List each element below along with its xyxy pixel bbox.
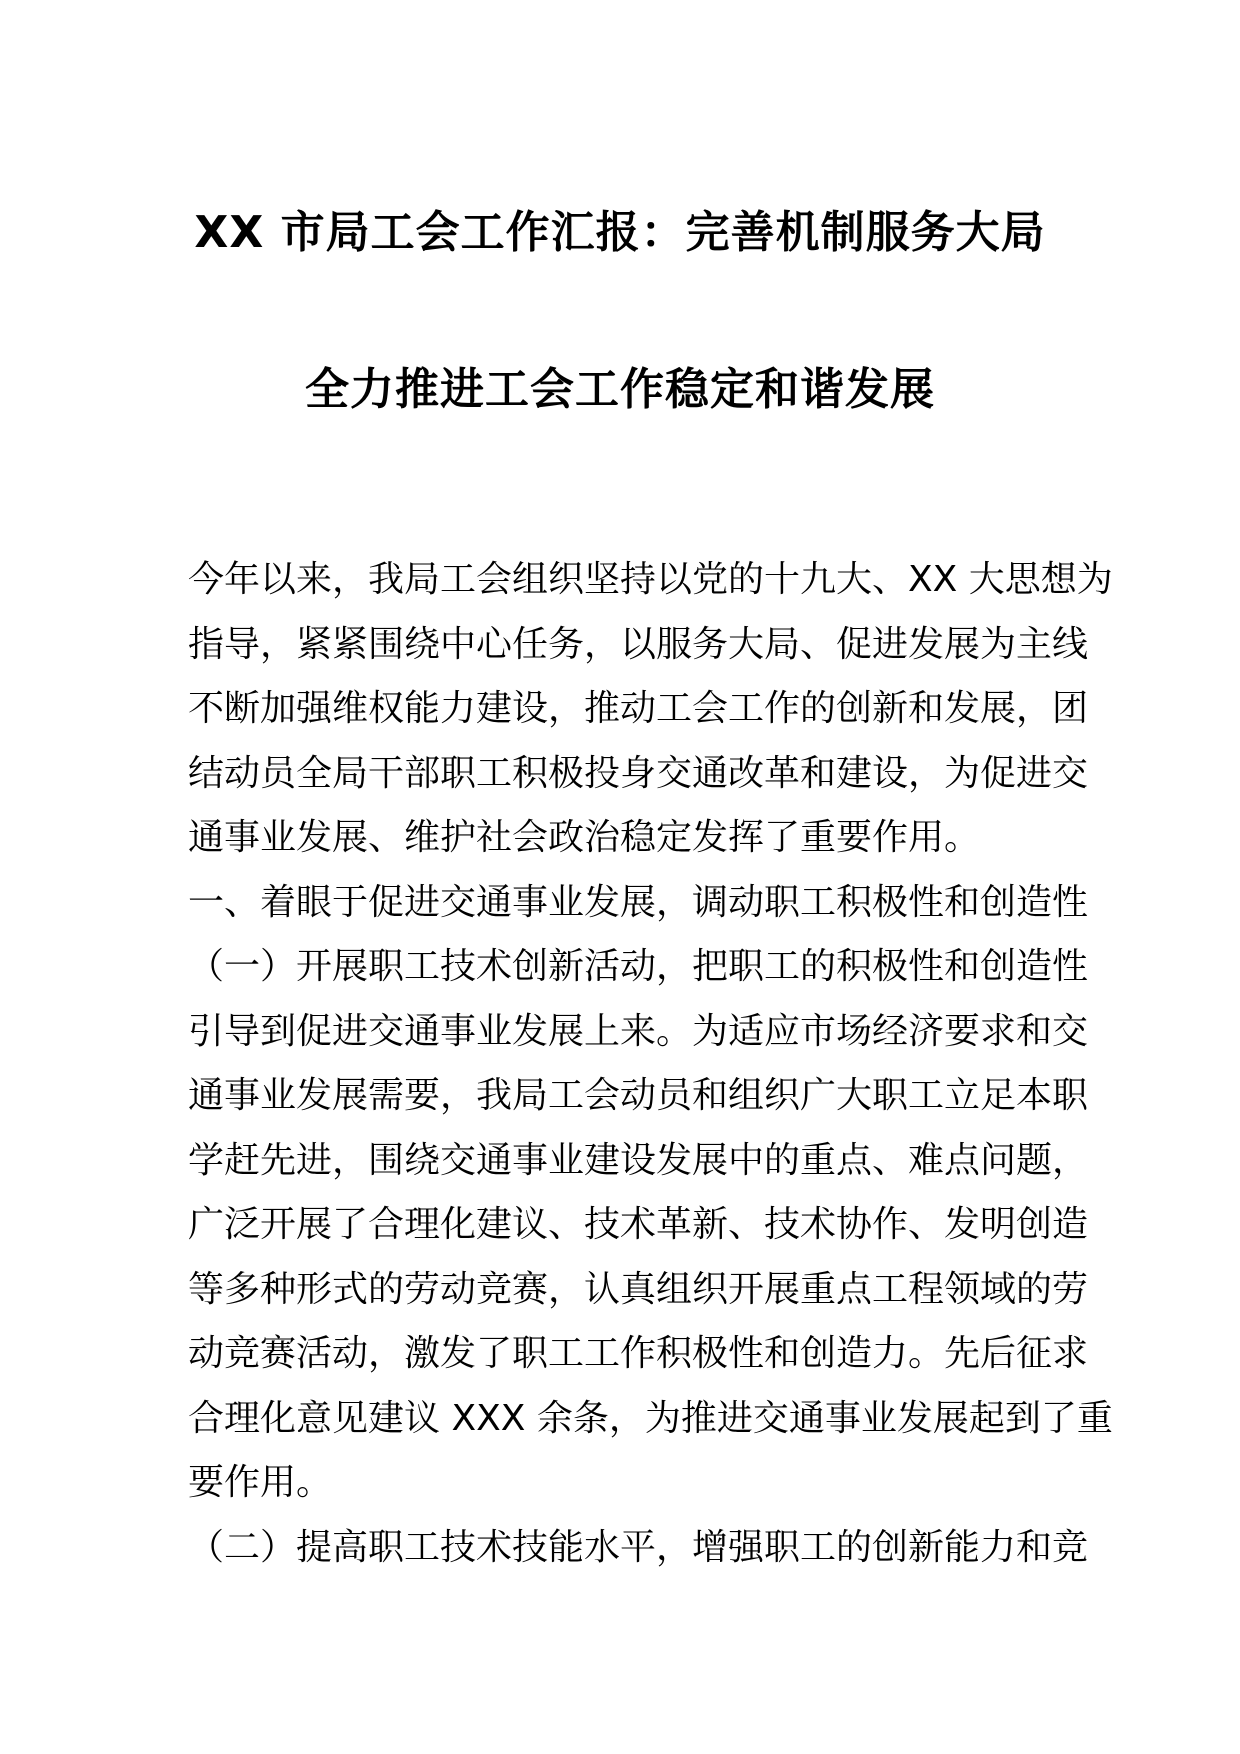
body-line: 引导到促进交通事业发展上来。为适应市场经济要求和交 — [188, 1010, 1089, 1052]
body-line: 结动员全局干部职工积极投身交通改革和建设，为促进交 — [188, 752, 1089, 794]
body-line: 指导，紧紧围绕中心任务，以服务大局、促进发展为主线 — [188, 623, 1089, 665]
body-line: （二）提高职工技术技能水平，增强职工的创新能力和竞 — [188, 1526, 1089, 1568]
body-line: 合理化意见建议 XXX 余条，为推进交通事业发展起到了重 — [188, 1397, 1113, 1439]
body-line: 动竞赛活动，激发了职工工作积极性和创造力。先后征求 — [188, 1333, 1089, 1374]
body-line: 不断加强维权能力建设，推动工会工作的创新和发展，团 — [188, 688, 1089, 729]
body-line: 等多种形式的劳动竞赛，认真组织开展重点工程领域的劳 — [188, 1268, 1089, 1310]
body-line: 学赶先进，围绕交通事业建设发展中的重点、难点问题， — [188, 1139, 1089, 1181]
document-title-line-2: 全力推进工会工作稳定和谐发展 — [305, 364, 935, 415]
document-title-line-1: XX 市局工会工作汇报：完善机制服务大局 — [194, 207, 1046, 258]
body-line: 通事业发展需要，我局工会动员和组织广大职工立足本职 — [188, 1075, 1089, 1116]
section-heading: 一、着眼于促进交通事业发展，调动职工积极性和创造性 — [188, 881, 1089, 923]
body-line: （一）开展职工技术创新活动，把职工的积极性和创造性 — [188, 946, 1089, 987]
body-line: 今年以来，我局工会组织坚持以党的十九大、XX 大思想为 — [188, 559, 1113, 600]
document-body — [188, 548, 1113, 1580]
body-line: 广泛开展了合理化建议、技术革新、技术协作、发明创造 — [188, 1204, 1089, 1245]
body-line: 通事业发展、维护社会政治稳定发挥了重要作用。 — [188, 817, 981, 858]
body-line: 要作用。 — [188, 1462, 333, 1503]
